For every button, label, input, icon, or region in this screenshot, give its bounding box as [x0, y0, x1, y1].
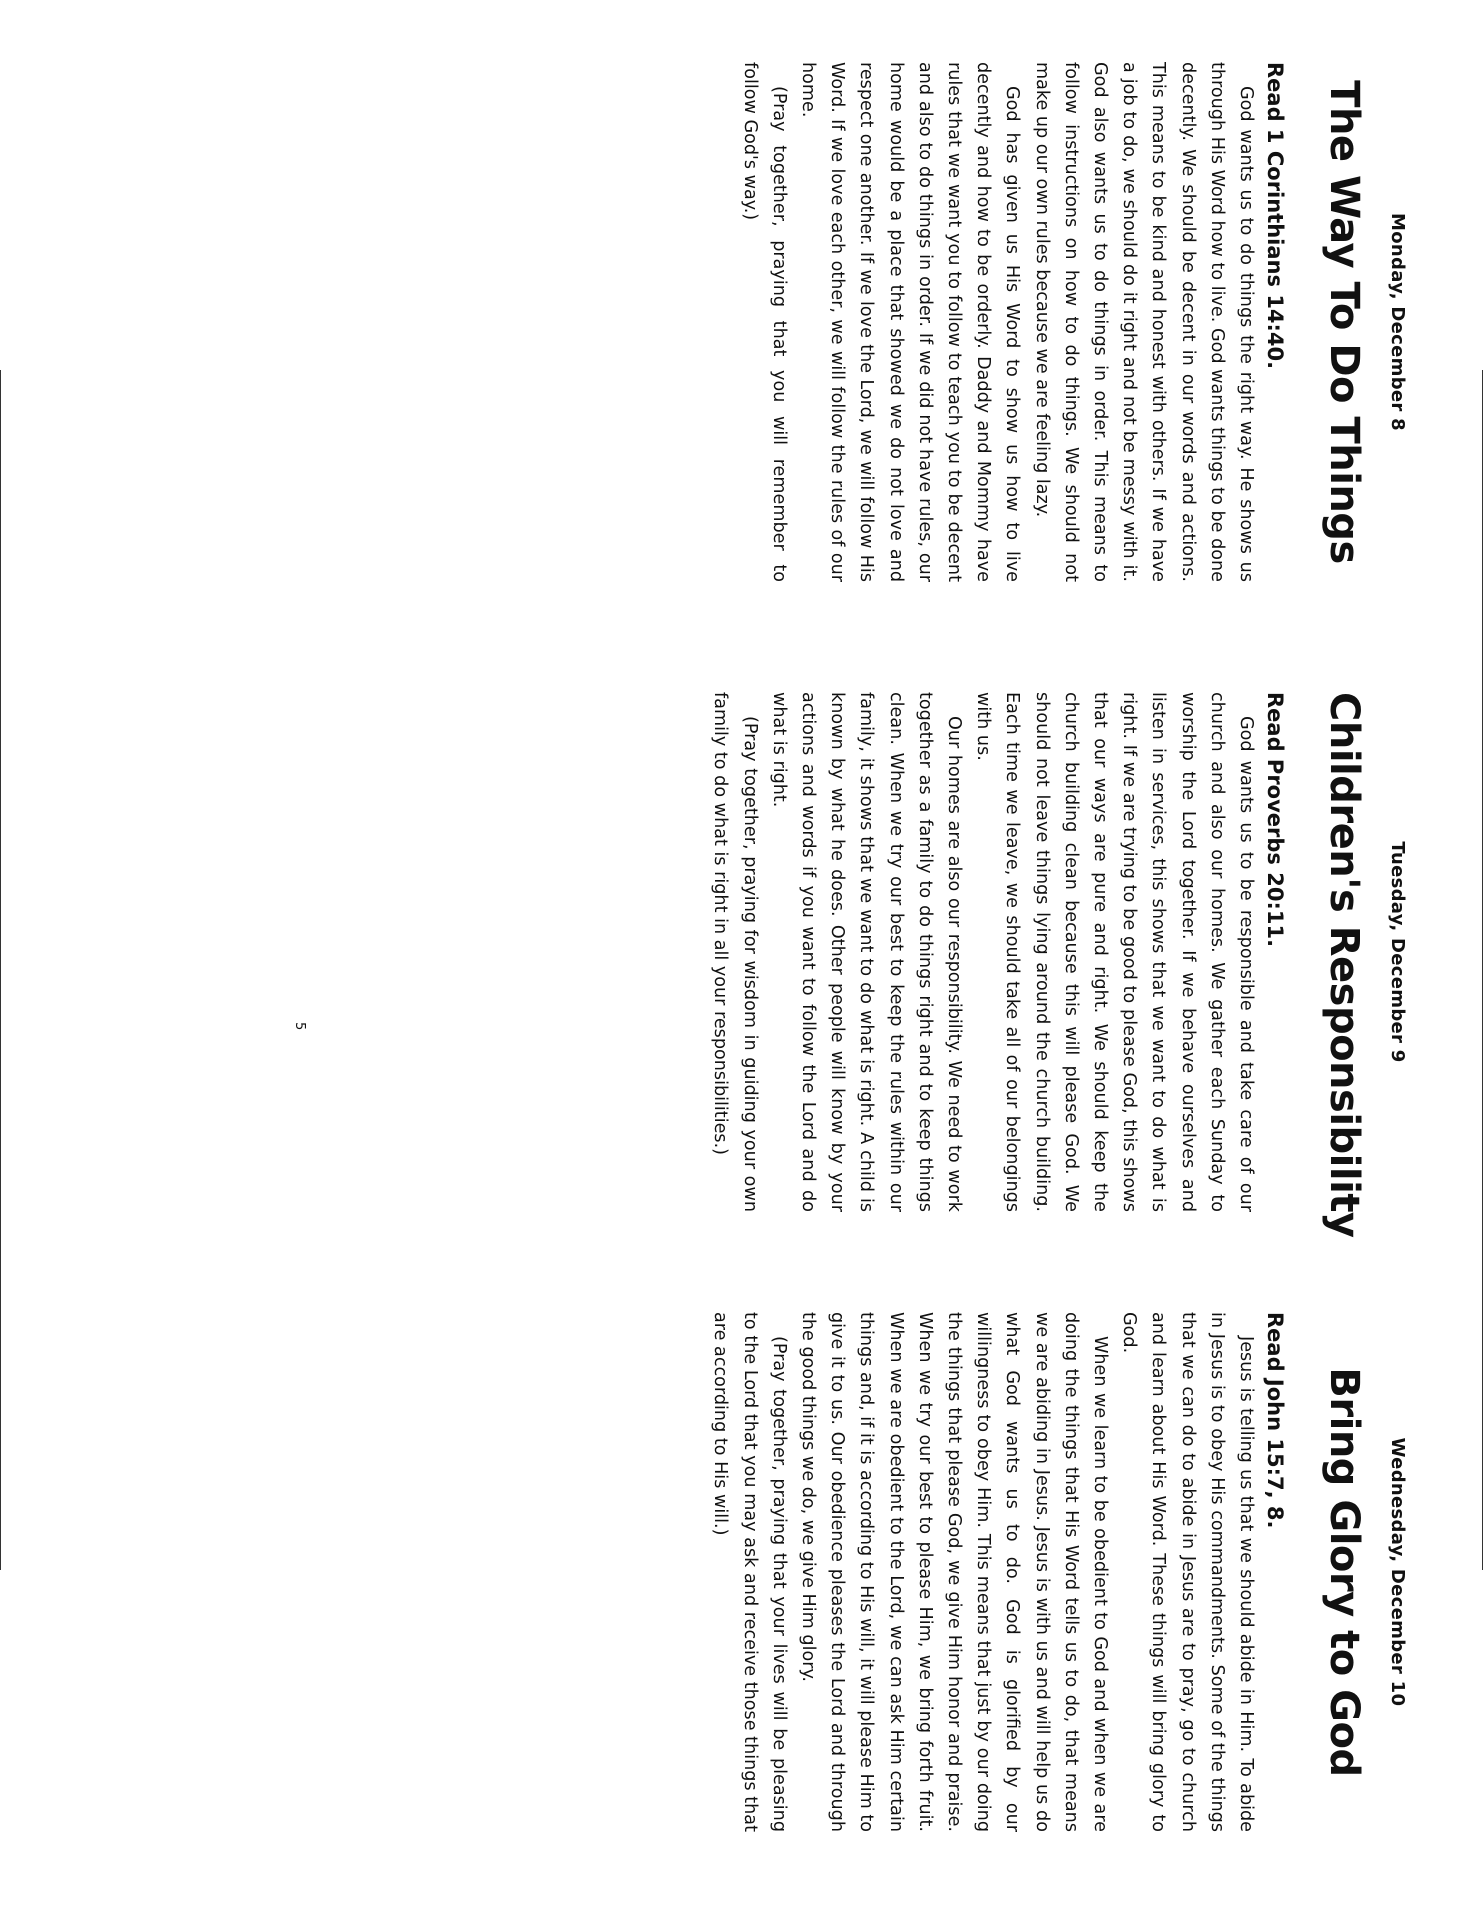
- body-paragraph: Jesus is telling us that we should abide in Him. To abide in Jesus is to obey His commandments. Some of the things that we can do to abide in Jesus are to pray, go to church and learn about His Word. These things will bring glory to God.: [1119, 1312, 1256, 1832]
- day-heading: Monday, December 8: [1387, 213, 1408, 431]
- prayer-note: (Pray together, praying for wisdom in guiding your own family to do what is right in all your responsibilities.): [710, 692, 760, 1212]
- prayer-note: (Pray together, praying that you will remember to follow God's way.): [739, 62, 789, 582]
- devotional-title: The Way To Do Things: [1321, 80, 1367, 564]
- page-number: 5: [292, 1022, 307, 1031]
- devotional-tuesday: [705, 692, 1412, 1238]
- prayer-note: (Pray together, praying that your lives will be pleasing to the Lord that you may ask and receive those things that are according to His will.): [710, 1312, 789, 1832]
- page-edge-left: [0, 370, 1, 1570]
- page-edge-right: [1482, 370, 1483, 1570]
- body-paragraph: God wants us to be responsible and take care of our church and also our homes. We gather each Sunday to worship the Lord together. If we behave ourselves and listen in services, this shows that we want to do what is right. If we are trying to be good to please God, this shows that our ways are pure and right. We should keep the church building clean because this will please God. We should not leave things lying around the church building. Each time we leave, we should take all of our belongings with us.: [973, 692, 1256, 1212]
- body-paragraph: God has given us His Word to show us how to live decently and how to be orderly. Daddy and Mommy have rules that we want you to follow to teach you to be decent and also to do things in order. If we did not have rules, our home would be a place that showed we do not love and respect one another. If we love the Lord, we will follow His Word. If we love each other, we will follow the rules of our home.: [797, 62, 1023, 582]
- devotional-title: Children's Responsibility: [1321, 692, 1367, 1238]
- devotional-monday: [734, 62, 1412, 582]
- scripture-reference: Read Proverbs 20:11.: [1263, 692, 1287, 948]
- devotional-title: Bring Glory to God: [1321, 1367, 1367, 1777]
- body-paragraph: God wants us to do things the right way. He shows us through His Word how to live. God wants things to be done decently. We should be decent in our words and actions. This means to be kind and honest with others. If we have a job to do, we should do it right and not be messy with it. God also wants us to do things in order. This means to follow instructions on how to do things. We should not make up our own rules because we are feeling lazy.: [1031, 62, 1256, 582]
- devotional-wednesday: [705, 1312, 1412, 1832]
- scripture-reference: Read 1 Corinthians 14:40.: [1263, 62, 1287, 370]
- scripture-reference: Read John 15:7, 8.: [1263, 1312, 1287, 1529]
- body-paragraph: When we learn to be obedient to God and when we are doing the things that His Word tells us to do, that means we are abiding in Jesus. Jesus is with us and will help us do what God wants us to do. God is glorified by our willingness to obey Him. This means that just by our doing the things that please God, we give Him honor and praise. When we try our best to please Him, we bring forth fruit. When we are obedient to the Lord, we can ask Him certain things and, if it is according to His will, it will please Him to give it to us. Our obedience pleases the Lord and through the good things we do, we give Him glory.: [797, 1312, 1110, 1832]
- rotated-page-content: [292, 62, 1412, 1837]
- body-paragraph: Our homes are also our responsibility. We need to work together as a family to do things right and to keep things clean. When we try our best to keep the rules within our family, it shows that we want to do what is right. A child is known by what he does. Other people will know by your actions and words if you want to follow the Lord and do what is right.: [768, 692, 964, 1212]
- day-heading: Tuesday, December 9: [1387, 841, 1408, 1063]
- day-heading: Wednesday, December 10: [1387, 1437, 1408, 1707]
